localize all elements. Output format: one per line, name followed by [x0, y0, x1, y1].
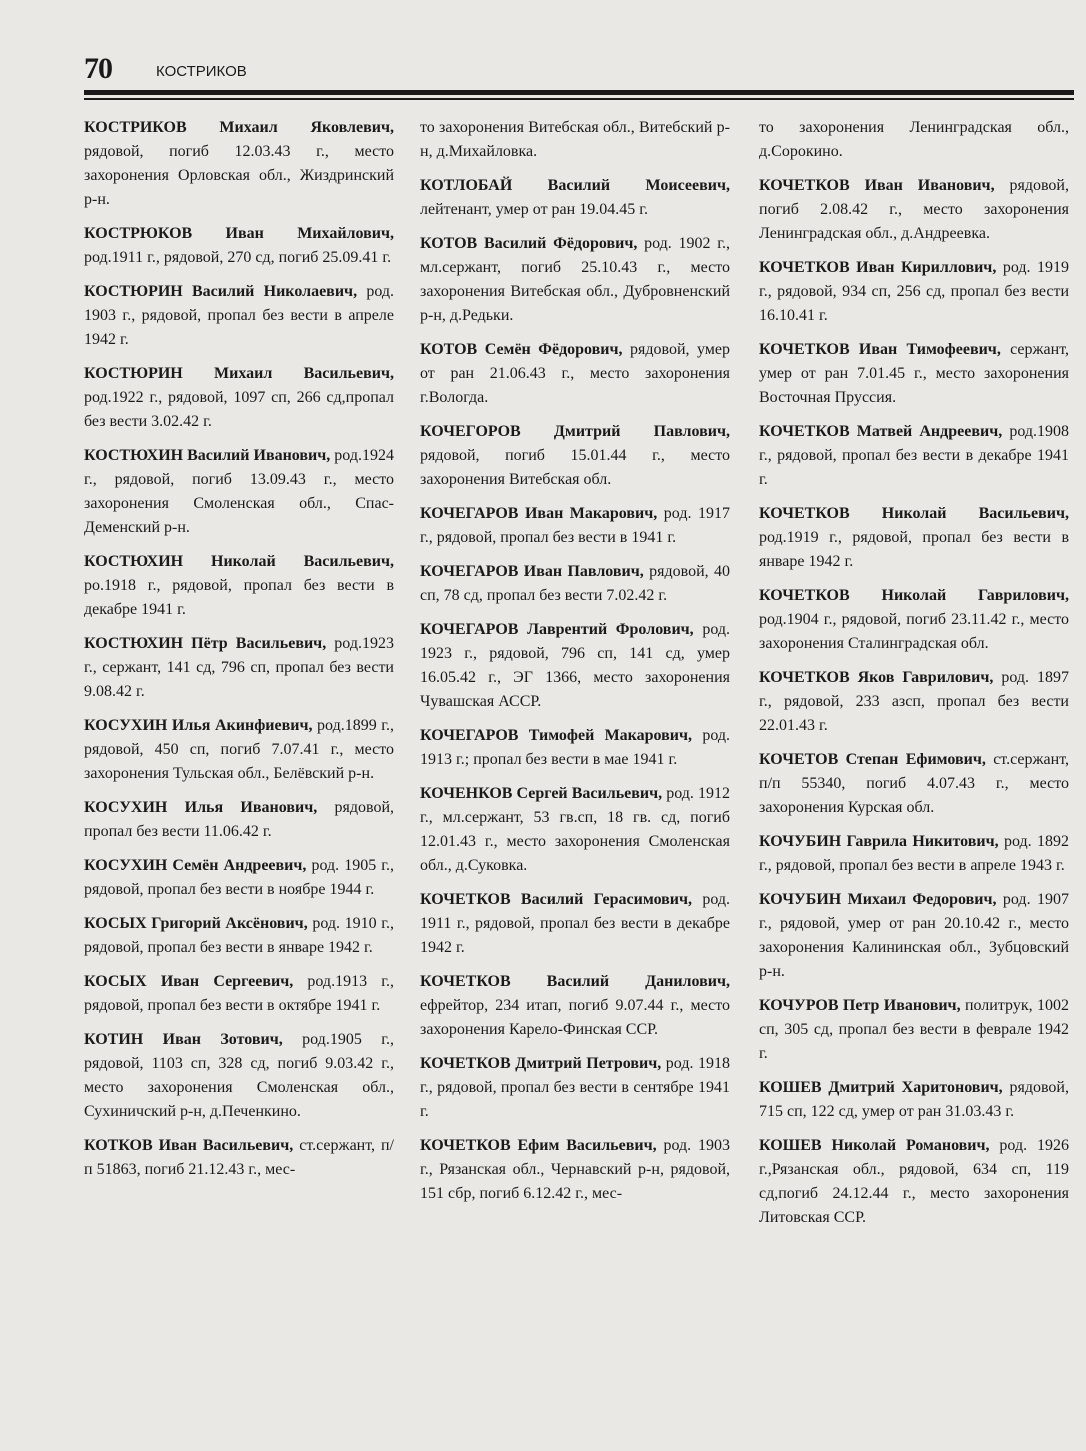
entry-name: КОСТРЮКОВ Иван Михайлович, — [84, 225, 394, 242]
entry-name: КОСЫХ Григорий Аксёнович, — [84, 915, 308, 932]
list-item — [420, 1134, 730, 1206]
entry-name: КОЧЕНКОВ Сергей Васильевич, — [420, 785, 663, 802]
list-item — [759, 174, 1069, 246]
entry-text: род. 1892 г., рядовой, пропал без вести в апреле 1943 г. — [759, 833, 1069, 874]
column-2 — [420, 116, 730, 1216]
entry-name: КОСТЮРИН Василий Николаевич, — [84, 283, 358, 300]
entry-text: род. 1923 г., рядовой, 796 сп, 141 сд, умер 16.05.42 г., ЭГ 1366, место захоронения Чувашская АССР. — [420, 621, 730, 710]
list-item — [84, 796, 394, 844]
list-item — [759, 338, 1069, 410]
entry-name: КОЧЕГОРОВ Дмитрий Павлович, — [420, 423, 730, 440]
entry-name: КОЧЕТКОВ Николай Гаврилович, — [759, 587, 1069, 604]
entry-name: КОШЕВ Дмитрий Харитонович, — [759, 1079, 1003, 1096]
entry-name: КОЧЕГАРОВ Лаврентий Фролович, — [420, 621, 694, 638]
list-item — [420, 1052, 730, 1124]
entry-name: КОЧЕТОВ Степан Ефимович, — [759, 751, 986, 768]
page-number: 70 — [84, 52, 112, 85]
entry-name: КОСУХИН Семён Андреевич, — [84, 857, 307, 874]
entry-text: род.1924 г., рядовой, погиб 13.09.43 г., место захоронения Смоленская обл., Спас-Деменский р-н. — [84, 447, 394, 536]
entry-name: КОЧЕТКОВ Матвей Андреевич, — [759, 423, 1003, 440]
entry-text: род. 1903 г., Рязанская обл., Чернавский р-н, рядовой, 151 сбр, погиб 6.12.42 г., мес- — [420, 1137, 730, 1202]
entry-text: род.1922 г., рядовой, 1097 сп, 266 сд,пропал без вести 3.02.42 г. — [84, 389, 394, 430]
list-item — [420, 338, 730, 410]
list-item — [420, 560, 730, 608]
entry-text: род.1905 г., рядовой, 1103 сп, 328 сд, погиб 9.03.42 г., место захоронения Смоленская обл., Сухиничский р-н, д.Печенкино. — [84, 1031, 394, 1120]
list-item — [84, 632, 394, 704]
entry-text: сержант, умер от ран 7.01.45 г., место захоронения Восточная Пруссия. — [759, 341, 1069, 406]
list-item — [420, 782, 730, 878]
entry-text: рядовой, умер от ран 21.06.43 г., место захоронения г.Вологда. — [420, 341, 730, 406]
entry-text: лейтенант, умер от ран 19.04.45 г. — [420, 201, 648, 218]
entry-text: рядовой, погиб 12.03.43 г., место захоронения Орловская обл., Жиздринский р-н. — [84, 143, 394, 208]
entry-text: рядовой, погиб 15.01.44 г., место захоронения Витебская обл. — [420, 447, 730, 488]
list-item — [84, 970, 394, 1018]
header-rule-thin — [84, 98, 1074, 100]
list-item — [84, 222, 394, 270]
list-item — [420, 618, 730, 714]
entry-name: КОСЫХ Иван Сергеевич, — [84, 973, 294, 990]
entry-name: КОЧЕТКОВ Василий Данилович, — [420, 973, 730, 990]
entry-text: то захоронения Ленинградская обл., д.Сорокино. — [759, 119, 1069, 160]
list-item — [759, 748, 1069, 820]
list-item — [759, 1076, 1069, 1124]
column-3 — [759, 116, 1069, 1240]
entry-name: КОЧЕТКОВ Яков Гаврилович, — [759, 669, 994, 686]
entry-name: КОШЕВ Николай Романович, — [759, 1137, 990, 1154]
list-item — [420, 420, 730, 492]
list-item — [759, 666, 1069, 738]
list-item — [84, 362, 394, 434]
entry-name: КОЧУБИН Михаил Федорович, — [759, 891, 997, 908]
entry-name: КОСУХИН Илья Иванович, — [84, 799, 318, 816]
entry-name: КОЧЕТКОВ Дмитрий Петрович, — [420, 1055, 662, 1072]
entry-name: КОЧЕГАРОВ Иван Павлович, — [420, 563, 644, 580]
entry-text: род. 1926 г.,Рязанская обл., рядовой, 634 сп, 119 сд,погиб 24.12.44 г., место захоронения Литовская ССР. — [759, 1137, 1069, 1226]
entry-text: ефрейтор, 234 итап, погиб 9.07.44 г., место захоронения Карело-Финская ССР. — [420, 997, 730, 1038]
entry-name: КОЧУРОВ Петр Иванович, — [759, 997, 961, 1014]
entry-text: род. 1903 г., рядовой, пропал без вести в апреле 1942 г. — [84, 283, 395, 348]
entry-name: КОЧЕТКОВ Иван Кириллович, — [759, 259, 997, 276]
entry-name: КОТКОВ Иван Васильевич, — [84, 1137, 294, 1154]
list-item — [84, 1134, 394, 1182]
entry-text: рядовой, 40 сп, 78 сд, пропал без вести 7.02.42 г. — [420, 563, 730, 604]
entry-text: рядовой, 715 сп, 122 сд, умер от ран 31.03.43 г. — [759, 1079, 1069, 1120]
list-item — [84, 116, 394, 212]
list-item — [759, 256, 1069, 328]
entry-name: КОЧЕТКОВ Николай Васильевич, — [759, 505, 1069, 522]
list-item — [420, 502, 730, 550]
list-item — [420, 888, 730, 960]
entry-text: род. 1919 г., рядовой, 934 сп, 256 сд, пропал без вести 16.10.41 г. — [759, 259, 1069, 324]
running-head: КОСТРИКОВ — [156, 63, 247, 80]
entry-text: род. 1897 г., рядовой, 233 азсп, пропал без вести 22.01.43 г. — [759, 669, 1069, 734]
entry-text: ро.1918 г., рядовой, пропал без вести в декабре 1941 г. — [84, 577, 394, 618]
list-item — [84, 280, 394, 352]
list-item — [759, 584, 1069, 656]
entry-name: КОСТРИКОВ Михаил Яковлевич, — [84, 119, 394, 136]
list-item — [84, 444, 394, 540]
entry-text: ст.сержант, п/п 51863, погиб 21.12.43 г., мес- — [84, 1137, 394, 1178]
list-item — [759, 502, 1069, 574]
entry-text: род. 1912 г., мл.сержант, 53 гв.сп, 18 гв. сд, погиб 12.01.43 г., место захоронения Смоленская обл., д.Суковка. — [420, 785, 730, 874]
list-item — [759, 420, 1069, 492]
list-item — [759, 994, 1069, 1066]
entry-text: род. 1902 г., мл.сержант, погиб 25.10.43 г., место захоронения Витебская обл., Дубровненский р-н, д.Редьки. — [420, 235, 731, 324]
list-item — [759, 888, 1069, 984]
entry-text: то захоронения Витебская обл., Витебский р-н, д.Михайловка. — [420, 119, 730, 160]
entry-name: КОЧУБИН Гаврила Никитович, — [759, 833, 999, 850]
list-item — [759, 1134, 1069, 1230]
entry-text: род.1908 г., рядовой, пропал без вести в декабре 1941 г. — [759, 423, 1069, 488]
entry-name: КОЧЕГАРОВ Тимофей Макарович, — [420, 727, 693, 744]
list-item — [84, 854, 394, 902]
entry-name: КОЧЕГАРОВ Иван Макарович, — [420, 505, 658, 522]
entry-text: род.1904 г., рядовой, погиб 23.11.42 г., место захоронения Сталинградская обл. — [759, 611, 1069, 652]
entry-name: КОСТЮХИН Николай Васильевич, — [84, 553, 394, 570]
entry-text: род. 1917 г., рядовой, пропал без вести в 1941 г. — [420, 505, 730, 546]
entry-text: род.1899 г., рядовой, 450 сп, погиб 7.07.41 г., место захоронения Тульская обл., Белёвский р-н. — [84, 717, 394, 782]
entry-name: КОТОВ Василий Фёдорович, — [420, 235, 638, 252]
header-rule-thick — [84, 90, 1074, 95]
entry-name: КОЧЕТКОВ Иван Иванович, — [759, 177, 995, 194]
entry-text: рядовой, пропал без вести 11.06.42 г. — [84, 799, 395, 840]
entry-text: род. 1905 г., рядовой, пропал без вести в ноябре 1944 г. — [84, 857, 395, 898]
list-item — [759, 830, 1069, 878]
entry-text: род.1911 г., рядовой, 270 сд, погиб 25.09.41 г. — [84, 249, 392, 266]
entry-text: род.1913 г., рядовой, пропал без вести в октябре 1941 г. — [84, 973, 395, 1014]
entry-text: рядовой, погиб 2.08.42 г., место захоронения Ленинградская обл., д.Андреевка. — [759, 177, 1069, 242]
list-item — [420, 724, 730, 772]
list-item — [84, 714, 394, 786]
entry-text: род.1923 г., сержант, 141 сд, 796 сп, пропал без вести 9.08.42 г. — [84, 635, 394, 700]
entry-name: КОСТЮХИН Василий Иванович, — [84, 447, 331, 464]
list-item — [420, 232, 730, 328]
entry-name: КОТИН Иван Зотович, — [84, 1031, 283, 1048]
entries-columns — [84, 116, 1069, 1426]
list-item — [84, 1028, 394, 1124]
column-1 — [84, 116, 394, 1192]
entry-name: КОСТЮРИН Михаил Васильевич, — [84, 365, 394, 382]
entry-text: политрук, 1002 сп, 305 сд, пропал без вести в феврале 1942 г. — [759, 997, 1069, 1062]
entry-text: род. 1910 г., рядовой, пропал без вести в январе 1942 г. — [84, 915, 394, 956]
list-item — [759, 116, 1069, 164]
entry-name: КОЧЕТКОВ Иван Тимофеевич, — [759, 341, 1001, 358]
entry-name: КОСТЮХИН Пётр Васильевич, — [84, 635, 327, 652]
entry-name: КОТОВ Семён Фёдорович, — [420, 341, 623, 358]
entry-text: род. 1911 г., рядовой, пропал без вести в декабре 1942 г. — [420, 891, 730, 956]
entry-name: КОТЛОБАЙ Василий Моисеевич, — [420, 177, 730, 194]
list-item — [420, 970, 730, 1042]
entry-text: ст.сержант, п/п 55340, погиб 4.07.43 г., место захоронения Курская обл. — [759, 751, 1069, 816]
entry-name: КОЧЕТКОВ Василий Герасимович, — [420, 891, 693, 908]
list-item — [420, 116, 730, 164]
list-item — [420, 174, 730, 222]
entry-name: КОСУХИН Илья Акинфиевич, — [84, 717, 313, 734]
entry-text: род. 1913 г.; пропал без вести в мае 1941 г. — [420, 727, 731, 768]
list-item — [84, 550, 394, 622]
entry-text: род. 1907 г., рядовой, умер от ран 20.10.42 г., место захоронения Калининская обл., Зубцовский р-н. — [759, 891, 1069, 980]
list-item — [84, 912, 394, 960]
entry-text: род. 1918 г., рядовой, пропал без вести в сентябре 1941 г. — [420, 1055, 730, 1120]
entry-text: род.1919 г., рядовой, пропал без вести в январе 1942 г. — [759, 529, 1069, 570]
entry-name: КОЧЕТКОВ Ефим Васильевич, — [420, 1137, 657, 1154]
